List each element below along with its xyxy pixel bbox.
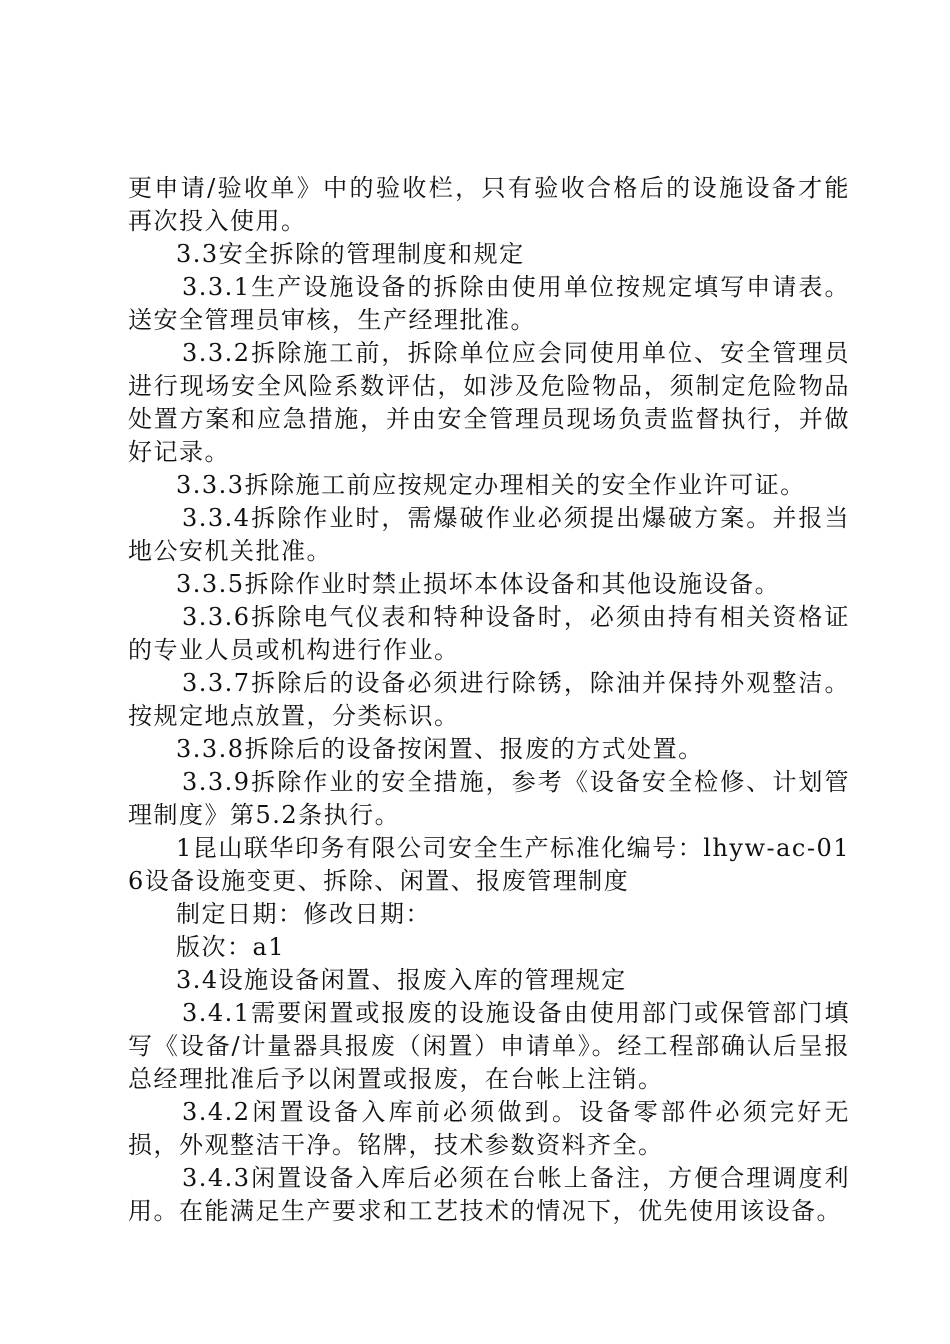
clause-3-3-9: 3.3.9拆除作业的安全措施，参考《设备安全检修、计划管理制度》第5.2条执行。 — [128, 768, 850, 829]
date-line: 制定日期：修改日期： — [176, 900, 431, 928]
document-body — [128, 172, 850, 1228]
clause-3-3-8: 3.3.8拆除后的设备按闲置、报废的方式处置。 — [176, 735, 704, 763]
clause-3-3-3: 3.3.3拆除施工前应按规定办理相关的安全作业许可证。 — [176, 471, 806, 499]
clause-3-3-7: 3.3.7拆除后的设备必须进行除锈，除油并保持外观整洁。按规定地点放置，分类标识。 — [128, 669, 850, 730]
paragraph-continuation: 更申请/验收单》中的验收栏，只有验收合格后的设施设备才能再次投入使用。 — [128, 174, 850, 235]
clause-3-4-1: 3.4.1需要闲置或报废的设施设备由使用部门或保管部门填写《设备/计量器具报废（闲置）申请单》。经工程部确认后呈报总经理批准后予以闲置或报废，在台帐上注销。 — [128, 999, 850, 1093]
clause-3-4-3: 3.4.3闲置设备入库后必须在台帐上备注，方便合理调度利用。在能满足生产要求和工艺技术的情况下，优先使用该设备。 — [128, 1164, 850, 1225]
clause-3-4-2: 3.4.2闲置设备入库前必须做到。设备零部件必须完好无损，外观整洁干净。铭牌，技术参数资料齐全。 — [128, 1098, 850, 1159]
version-line: 版次：a1 — [176, 933, 286, 961]
clause-3-3-1: 3.3.1生产设施设备的拆除由使用单位按规定填写申请表。送安全管理员审核，生产经理批准。 — [128, 273, 850, 334]
clause-3-3-4: 3.3.4拆除作业时，需爆破作业必须提出爆破方案。并报当地公安机关批准。 — [128, 504, 850, 565]
section-heading-3-4: 3.4设施设备闲置、报废入库的管理规定 — [176, 966, 627, 994]
clause-3-3-5: 3.3.5拆除作业时禁止损坏本体设备和其他设施设备。 — [176, 570, 781, 598]
document-header-line: 1昆山联华印务有限公司安全生产标准化编号：lhyw-ac-016设备设施变更、拆除、闲置、报废管理制度 — [128, 834, 850, 895]
section-heading-3-3: 3.3安全拆除的管理制度和规定 — [176, 240, 525, 268]
clause-3-3-6: 3.3.6拆除电气仪表和特种设备时，必须由持有相关资格证的专业人员或机构进行作业。 — [128, 603, 850, 664]
clause-3-3-2: 3.3.2拆除施工前，拆除单位应会同使用单位、安全管理员进行现场安全风险系数评估，如涉及危险物品，须制定危险物品处置方案和应急措施，并由安全管理员现场负责监督执行，并做好记录。 — [128, 339, 850, 466]
